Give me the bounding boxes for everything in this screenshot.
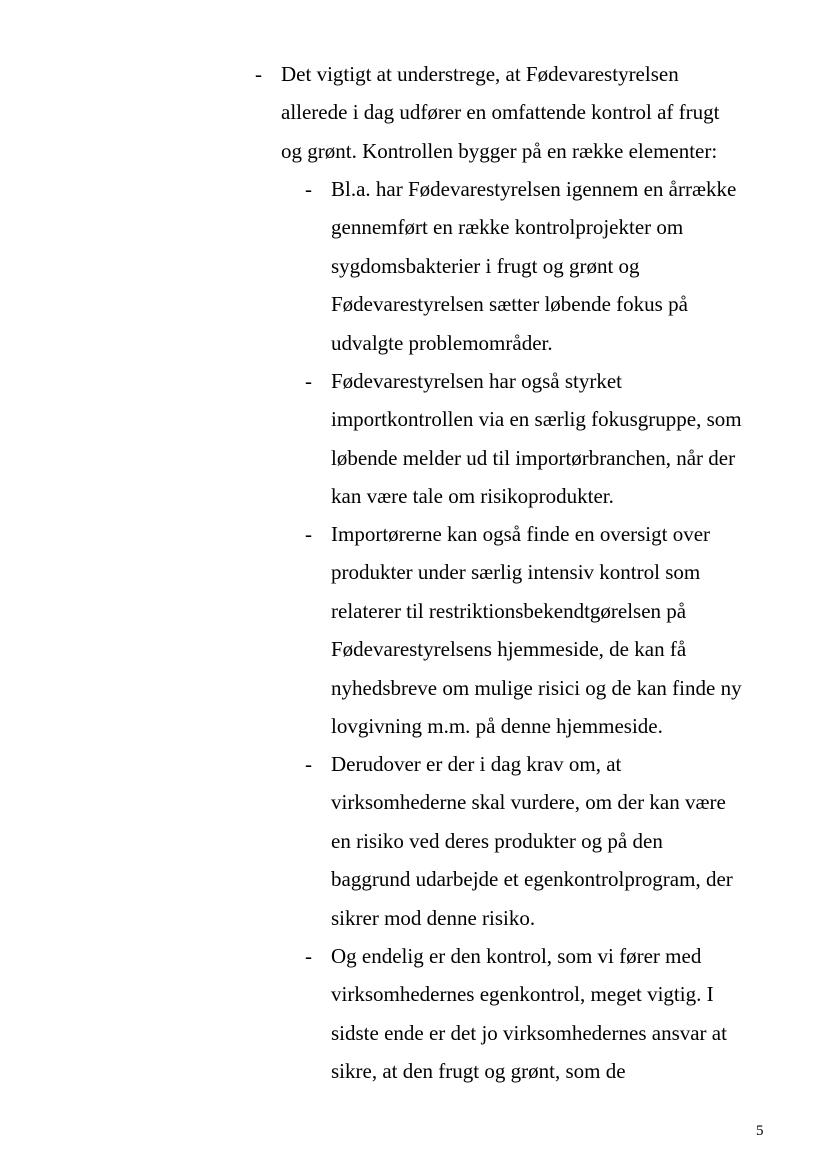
sub-item-text: Og endelig er den kontrol, som vi fører med virksomhedernes egenkontrol, meget vigtig. I sidste ende er det jo virksomhedernes ansvar at sikre, at den frugt og grønt, som de [331, 944, 727, 1084]
page-number: 5 [756, 1123, 764, 1139]
bullet-dash: - [305, 369, 312, 393]
sub-item-text: Bl.a. har Fødevarestyrelsen igennem en årrække gennemført en række kontrolprojekter om sygdomsbakterier i frugt og grønt og Fødevarestyrelsen sætter løbende fokus på udvalgte problemområder. [331, 177, 737, 355]
bullet-dash: - [255, 62, 262, 86]
bullet-dash: - [305, 177, 312, 201]
bullet-dash: - [305, 944, 312, 968]
sub-item-text: Derudover er der i dag krav om, at virksomhederne skal vurdere, om der kan være en risiko ved deres produkter og på den baggrund udarbejde et egenkontrolprogram, der sikrer mod denne risiko. [331, 752, 733, 930]
sub-item-text: Fødevarestyrelsen har også styrket importkontrollen via en særlig fokusgruppe, som løbende melder ud til importørbranchen, når der kan være tale om risikoprodukter. [331, 369, 742, 509]
bullet-dash: - [305, 522, 312, 546]
bullet-dash: - [305, 752, 312, 776]
sub-item-text: Importørerne kan også finde en oversigt over produkter under særlig intensiv kontrol som relaterer til restriktionsbekendtgørelsen på Fødevarestyrelsens hjemmeside, de kan få nyhedsbreve om mulige risici og de kan finde ny lovgivning m.m. på denne hjemmeside. [331, 522, 742, 739]
main-item-text: Det vigtigt at understrege, at Fødevarestyrelsen allerede i dag udfører en omfattende kontrol af frugt og grønt. Kontrollen bygger på en række elementer: [281, 62, 720, 163]
